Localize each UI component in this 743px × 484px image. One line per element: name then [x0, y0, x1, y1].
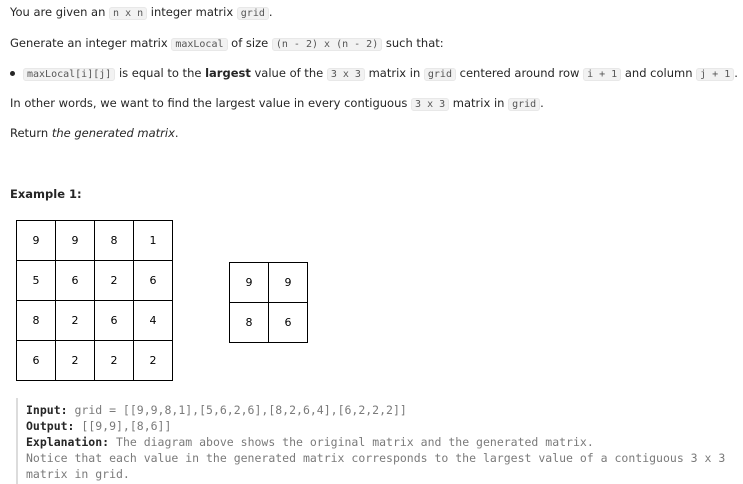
bullet-text-2: value of the [250, 66, 327, 80]
inline-code-n-x-n: n x n [109, 7, 147, 20]
grid-cell: 2 [56, 301, 95, 341]
example-heading: Example 1: [10, 187, 82, 201]
return-paragraph [10, 125, 179, 141]
example-explanation-line [26, 434, 594, 450]
grid-cell: 5 [17, 261, 56, 301]
intro-text-3: . [268, 5, 273, 19]
grid-row [17, 341, 173, 381]
grid-cell: 4 [134, 301, 173, 341]
output-grid-diagram [229, 262, 308, 343]
explanation-value: The diagram above shows the original matrix and the generated matrix. [109, 435, 594, 449]
inline-code-maxlocal: maxLocal [171, 38, 227, 51]
grid-cell: 9 [230, 263, 269, 303]
inline-code-grid: grid [424, 68, 456, 81]
return-text-1: Return [10, 126, 52, 140]
grid-cell: 9 [56, 221, 95, 261]
return-text-2: . [174, 126, 179, 140]
grid-cell: 8 [95, 221, 134, 261]
grid-cell: 8 [230, 303, 269, 343]
grid-cell: 2 [134, 341, 173, 381]
example-block [16, 398, 743, 484]
bullet-text-6: . [734, 66, 738, 80]
inline-code-size: (n - 2) x (n - 2) [272, 38, 382, 51]
inline-code-maxlocal-ij: maxLocal[i][j] [23, 68, 115, 81]
bullet-text-3: matrix in [364, 66, 424, 80]
grid-cell: 1 [134, 221, 173, 261]
inline-code-j-plus-1: j + 1 [696, 68, 734, 81]
output-label: Output: [26, 419, 75, 433]
inline-code-3x3: 3 x 3 [411, 98, 449, 111]
other-words-paragraph [10, 95, 544, 113]
inline-code-3x3: 3 x 3 [327, 68, 365, 81]
other-words-text-3: . [540, 96, 544, 110]
intro-text-2: integer matrix [147, 5, 237, 19]
grid-row [230, 263, 308, 303]
input-value: grid = [[9,9,8,1],[5,6,2,6],[8,2,6,4],[6,2,2,2]] [67, 403, 407, 417]
intro-text-1: You are given an [10, 5, 110, 19]
grid-cell: 2 [95, 341, 134, 381]
generate-text-2: of size [227, 36, 272, 50]
example-input-line [26, 402, 407, 418]
generate-text-1: Generate an integer matrix [10, 36, 172, 50]
grid-cell: 6 [56, 261, 95, 301]
generate-paragraph [10, 35, 444, 53]
other-words-text-1: In other words, we want to find the largest value in every contiguous [10, 96, 412, 110]
bullet-text-4: centered around row [455, 66, 584, 80]
inline-code-grid: grid [508, 98, 540, 111]
grid-row [17, 301, 173, 341]
grid-row [17, 261, 173, 301]
output-value: [[9,9],[8,6]] [74, 419, 172, 433]
grid-cell: 9 [17, 221, 56, 261]
generate-text-3: such that: [382, 36, 444, 50]
grid-cell: 6 [134, 261, 173, 301]
inline-code-i-plus-1: i + 1 [583, 68, 621, 81]
other-words-text-2: matrix in [449, 96, 509, 110]
grid-row [17, 221, 173, 261]
grid-cell: 6 [269, 303, 308, 343]
return-italic: the generated matrix [51, 126, 175, 140]
grid-cell: 2 [95, 261, 134, 301]
input-label: Input: [26, 403, 68, 417]
example-notice-line-2: matrix in grid. [26, 467, 130, 481]
bullet-text-5: and column [621, 66, 697, 80]
grid-cell: 6 [95, 301, 134, 341]
intro-paragraph [10, 4, 273, 22]
grid-cell: 2 [56, 341, 95, 381]
grid-cell: 9 [269, 263, 308, 303]
example-output-line [26, 418, 171, 434]
inline-code-grid: grid [237, 7, 269, 20]
bullet-bold-largest: largest [205, 66, 251, 80]
grid-row [230, 303, 308, 343]
input-grid-diagram [16, 220, 173, 381]
explanation-label: Explanation: [26, 435, 110, 449]
bullet-text-1: is equal to the [115, 66, 206, 80]
grid-cell: 8 [17, 301, 56, 341]
example-notice-line-1: Notice that each value in the generated matrix corresponds to the largest value of a contiguous 3 x 3 [26, 451, 726, 465]
grid-cell: 6 [17, 341, 56, 381]
bullet-item [23, 65, 738, 83]
bullet-dot [10, 71, 15, 76]
